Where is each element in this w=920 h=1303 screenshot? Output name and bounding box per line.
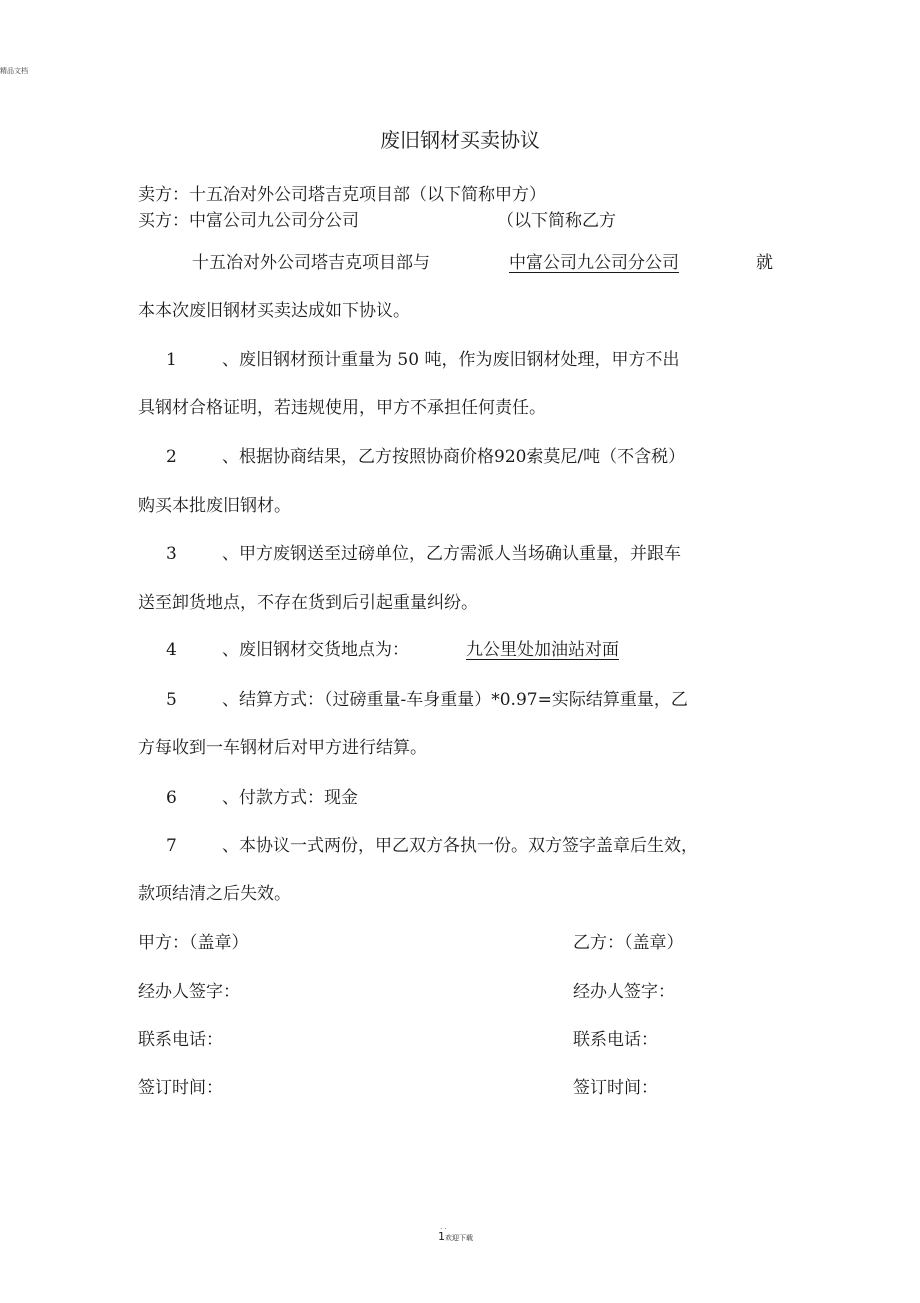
footer-dots: . . (440, 1223, 447, 1231)
clause-5-cont: 方每收到一车钢材后对甲方进行结算。 (138, 738, 427, 758)
clause-4 (166, 635, 409, 660)
intro-party-b: 中富公司九公司分公司 (509, 253, 679, 273)
seller-line: 卖方：十五冶对外公司塔吉克项目部（以下简称甲方） (138, 185, 546, 205)
footer-text: 欢迎下载 (445, 1234, 473, 1242)
clause-1 (166, 345, 679, 370)
party-a-date: 签订时间： (138, 1078, 223, 1098)
party-b-seal: 乙方：（盖章） (573, 933, 684, 953)
delivery-location: 九公里处加油站对面 (466, 640, 619, 660)
clause-text: 、废旧钢材预计重量为 50 吨，作为废旧钢材处理，甲方不出 (222, 350, 680, 370)
intro-line2: 本本次废旧钢材买卖达成如下协议。 (138, 301, 410, 321)
clause-number: 2 (166, 447, 177, 467)
clause-7 (166, 831, 698, 856)
clause-number: 3 (166, 544, 177, 564)
page-footer (438, 1230, 473, 1243)
clause-text: 、结算方式：（过磅重量-车身重量）*0.97=实际结算重量，乙 (222, 690, 688, 710)
clause-3 (166, 539, 681, 564)
buyer-line: 买方：中富公司九公司分公司 (138, 211, 359, 231)
clause-text: 、根据协商结果，乙方按照协商价格920索莫尼/吨（不含税） (222, 447, 686, 467)
document-title: 废旧钢材买卖协议 (380, 128, 540, 152)
party-a-handler: 经办人签字： (138, 982, 240, 1002)
page-number: 1 (438, 1230, 445, 1243)
clause-2 (166, 442, 685, 467)
clause-6 (166, 783, 358, 808)
intro-part1: 十五冶对外公司塔吉克项目部与 (192, 253, 430, 273)
clause-number: 1 (166, 350, 177, 370)
buyer-line-suffix: （以下简称乙方 (497, 211, 616, 231)
party-b-phone: 联系电话： (573, 1030, 658, 1050)
party-a-phone: 联系电话： (138, 1030, 223, 1050)
clause-number: 4 (166, 640, 177, 660)
clause-text: 、废旧钢材交货地点为： (222, 640, 409, 660)
header-note: 精品文档 (0, 67, 28, 75)
clause-2-cont: 购买本批废旧钢材。 (138, 496, 291, 516)
clause-text: 、付款方式：现金 (222, 788, 358, 808)
clause-number: 7 (166, 836, 177, 856)
clause-number: 6 (166, 788, 177, 808)
clause-1-cont: 具钢材合格证明，若违规使用，甲方不承担任何责任。 (138, 398, 546, 418)
party-b-date: 签订时间： (573, 1078, 658, 1098)
intro-part2: 就 (756, 253, 773, 273)
party-a-seal: 甲方：（盖章） (138, 933, 249, 953)
clause-text: 、甲方废钢送至过磅单位，乙方需派人当场确认重量，并跟车 (222, 544, 681, 564)
clause-number: 5 (166, 690, 177, 710)
clause-text: 、本协议一式两份，甲乙双方各执一份。双方签字盖章后生效， (222, 836, 698, 856)
clause-7-cont: 款项结清之后失效。 (138, 884, 291, 904)
party-b-handler: 经办人签字： (573, 982, 675, 1002)
clause-5 (166, 685, 688, 710)
clause-3-cont: 送至卸货地点，不存在货到后引起重量纠纷。 (138, 593, 478, 613)
